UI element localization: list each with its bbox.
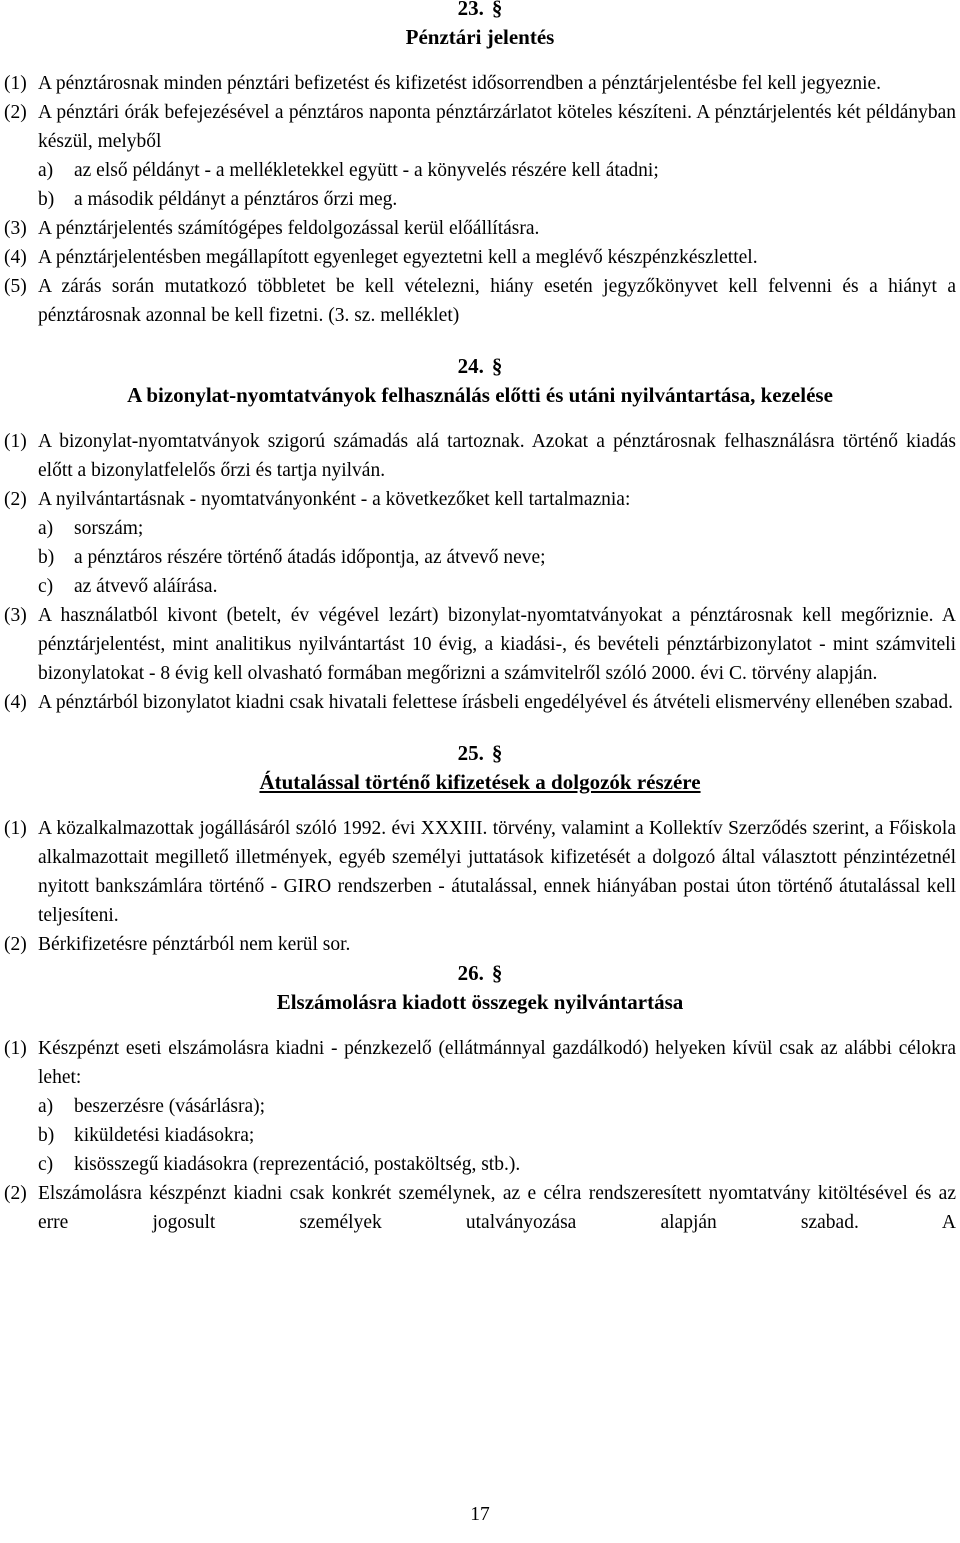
paragraph-text: A bizonylat-nyomtatványok szigorú számadás alá tartoznak. Azokat a pénztárosnak felhasználásra történő kiadás előtt a bizonylatfelelős őrzi és tartja nyilván.	[38, 431, 956, 481]
list-item-text: sorszám;	[74, 518, 144, 539]
section-23-heading	[4, 0, 956, 52]
paragraph	[4, 1034, 956, 1092]
section-title: A bizonylat-nyomtatványok felhasználás előtti és utáni nyilvántartása, kezelése	[127, 383, 833, 407]
section-number: 23.	[457, 0, 484, 20]
paragraph-text: Készpénzt eseti elszámolásra kiadni - pénzkezelő (ellátmánnyal gazdálkodó) helyeken kívül csak az alábbi célokra lehet:	[38, 1038, 956, 1088]
list-item	[4, 1150, 956, 1179]
page-number: 17	[470, 1504, 490, 1525]
paragraph	[4, 98, 956, 156]
paragraph	[4, 688, 956, 717]
list-item-letter: a)	[38, 1096, 54, 1117]
list-item-letter: a)	[38, 160, 54, 181]
list-item-text: az átvevő aláírása.	[74, 576, 218, 597]
paragraph-number: (5)	[4, 276, 27, 297]
paragraph	[4, 814, 956, 930]
paragraph-text: A pénztárosnak minden pénztári befizetést és kifizetést idősorrendben a pénztárjelentésbe fel kell jegyeznie.	[38, 73, 882, 94]
paragraph-number: (1)	[4, 73, 27, 94]
paragraph	[4, 485, 956, 514]
list-item-text: beszerzésre (vásárlásra);	[74, 1096, 266, 1117]
paragraph-text: A pénztári órák befejezésével a pénztáros naponta pénztárzárlatot köteles készíteni. A pénztárjelentés két példányban készül, melyből	[38, 102, 956, 152]
paragraph-text: A pénztárjelentés számítógépes feldolgozással kerül előállításra.	[38, 218, 540, 239]
paragraph	[4, 1179, 956, 1237]
list-item-text: az első példányt - a mellékletekkel együtt - a könyvelés részére kell átadni;	[74, 160, 659, 181]
paragraph	[4, 243, 956, 272]
paragraph-number: (1)	[4, 1038, 27, 1059]
paragraph-text: A zárás során mutatkozó többletet be kell vételezni, hiány esetén jegyzőkönyvet kell felvenni és a hiányt a pénztárosnak azonnal be kell fizetni. (3. sz. melléklet)	[38, 276, 956, 326]
paragraph-number: (2)	[4, 934, 27, 955]
list-item-text: kisösszegű kiadásokra (reprezentáció, postaköltség, stb.).	[74, 1154, 521, 1175]
paragraph-number: (2)	[4, 489, 27, 510]
list-item-text: a második példányt a pénztáros őrzi meg.	[74, 189, 398, 210]
paragraph-number: (3)	[4, 218, 27, 239]
section-title: Átutalással történő kifizetések a dolgozók részére	[259, 770, 701, 794]
paragraph-number: (4)	[4, 692, 27, 713]
section-number: 26.	[457, 961, 484, 985]
paragraph-text: A használatból kivont (betelt, év végével lezárt) bizonylat-nyomtatványokat a pénztárosnak kell megőriznie. A pénztárjelentést, mint analitikus nyilvántartást 10 évig, a kiadási-, és bevételi pénztárbizonylatot - mint számviteli bizonylatokat - 8 évig kell olvasható formában megőrizni a számvitelről szóló 2000. évi C. törvény alapján.	[38, 605, 956, 684]
section-number: 24.	[457, 354, 484, 378]
paragraph-text: A nyilvántartásnak - nyomtatványonként - a következőket kell tartalmaznia:	[38, 489, 631, 510]
list-item	[4, 572, 956, 601]
section-25-heading	[4, 739, 956, 797]
section-number: 25.	[457, 741, 484, 765]
list-item-letter: b)	[38, 189, 55, 210]
paragraph-text: Elszámolásra készpénzt kiadni csak konkrét személynek, az e célra rendszeresített nyomtatvány kitöltésével és az erre jogosult személyek utalványozása alapján szabad. A	[38, 1183, 956, 1233]
paragraph	[4, 272, 956, 330]
paragraph-sign: §	[491, 741, 503, 765]
list-item-letter: a)	[38, 518, 54, 539]
paragraph-text: A közalkalmazottak jogállásáról szóló 1992. évi XXXIII. törvény, valamint a Kollektív Szerződés szerint, a Főiskola alkalmazottait megillető illetmények, egyéb személyi juttatások kifizetését a dolgozó által választott pénzintézetnél nyitott bankszámlára történő - GIRO rendszerben - átutalással, ennek hiányában postai úton történő átutalással kell teljesíteni.	[38, 818, 956, 926]
paragraph-number: (2)	[4, 1183, 27, 1204]
paragraph-number: (3)	[4, 605, 27, 626]
list-item	[4, 156, 956, 185]
section-26-heading	[4, 959, 956, 1017]
list-item-letter: b)	[38, 1125, 55, 1146]
section-title: Elszámolásra kiadott összegek nyilvántartása	[276, 990, 684, 1014]
list-item-text: a pénztáros részére történő átadás időpontja, az átvevő neve;	[74, 547, 546, 568]
list-item-letter: c)	[38, 576, 54, 597]
paragraph	[4, 601, 956, 688]
paragraph-number: (2)	[4, 102, 27, 123]
list-item-text: kiküldetési kiadásokra;	[74, 1125, 255, 1146]
section-title: Pénztári jelentés	[405, 25, 555, 49]
paragraph-number: (4)	[4, 247, 27, 268]
paragraph-number: (1)	[4, 818, 27, 839]
paragraph	[4, 214, 956, 243]
paragraph-sign: §	[491, 961, 503, 985]
paragraph	[4, 930, 956, 959]
list-item	[4, 1121, 956, 1150]
list-item	[4, 543, 956, 572]
list-item-letter: b)	[38, 547, 55, 568]
list-item	[4, 185, 956, 214]
paragraph-text: A pénztárból bizonylatot kiadni csak hivatali felettese írásbeli engedélyével és átvételi elismervény ellenében szabad.	[38, 692, 954, 713]
paragraph	[4, 69, 956, 98]
paragraph-text: A pénztárjelentésben megállapított egyenleget egyeztetni kell a meglévő készpénzkészlettel.	[38, 247, 758, 268]
list-item	[4, 514, 956, 543]
paragraph	[4, 427, 956, 485]
list-item	[4, 1092, 956, 1121]
paragraph-sign: §	[491, 354, 503, 378]
paragraph-number: (1)	[4, 431, 27, 452]
list-item-letter: c)	[38, 1154, 54, 1175]
paragraph-sign: §	[491, 0, 503, 20]
section-24-heading	[4, 352, 956, 410]
paragraph-text: Bérkifizetésre pénztárból nem kerül sor.	[38, 934, 351, 955]
